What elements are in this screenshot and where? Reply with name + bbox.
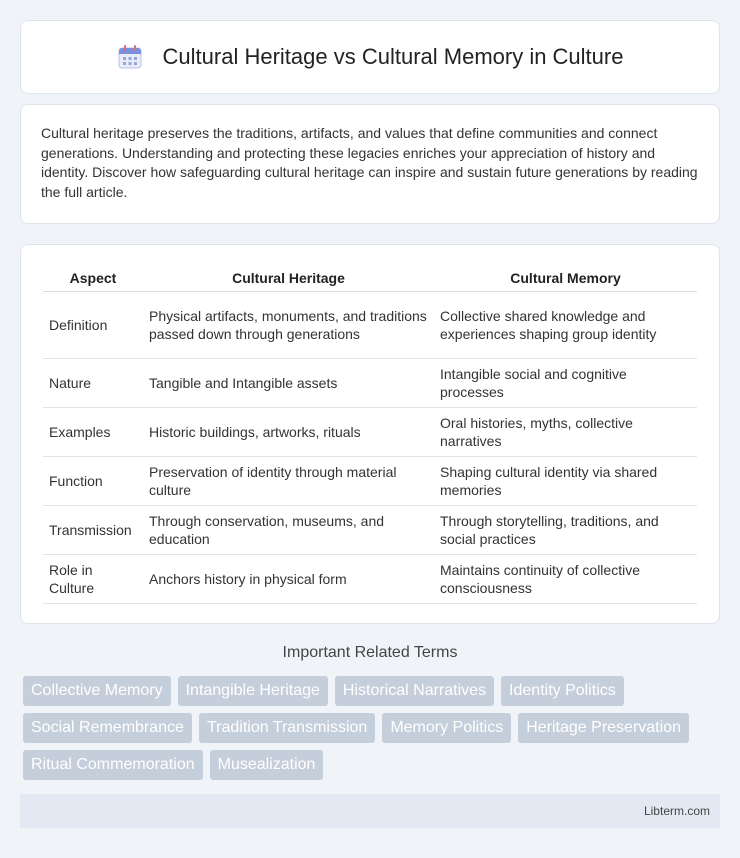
page-title: Cultural Heritage vs Cultural Memory in Culture	[162, 44, 624, 69]
comparison-table	[43, 265, 697, 604]
intro-card	[20, 104, 720, 224]
table-header-row	[43, 265, 697, 291]
related-terms-title: Important Related Terms	[282, 644, 458, 661]
table-cell: Physical artifacts, monuments, and traditions passed down through generations	[143, 291, 434, 358]
related-term-tag[interactable]: Tradition Transmission	[199, 713, 375, 743]
comparison-card	[20, 244, 720, 624]
intro-text: Cultural heritage preserves the traditions, artifacts, and values that define communities and connect generations. Understanding and protecting these legacies enriches your appreciation of history and identity. Discover how safeguarding cultural heritage can inspire and sustain future generations by reading the full article.	[41, 125, 698, 200]
related-term-tag[interactable]: Ritual Commemoration	[23, 750, 203, 780]
table-cell: Anchors history in physical form	[143, 554, 434, 603]
table-cell: Function	[43, 456, 143, 505]
related-term-tag[interactable]: Social Remembrance	[23, 713, 192, 743]
related-term-tag[interactable]: Collective Memory	[23, 676, 171, 706]
table-cell: Role in Culture	[43, 554, 143, 603]
related-term-tag[interactable]: Heritage Preservation	[518, 713, 689, 743]
header-cultural-memory: Cultural Memory	[434, 265, 697, 291]
table-cell: Transmission	[43, 505, 143, 554]
related-term-tag[interactable]: Historical Narratives	[335, 676, 494, 706]
calendar-icon	[117, 44, 143, 70]
table-cell: Collective shared knowledge and experiences shaping group identity	[434, 291, 697, 358]
related-term-tag[interactable]: Musealization	[210, 750, 324, 780]
footer	[20, 794, 720, 828]
table-cell: Shaping cultural identity via shared memories	[434, 456, 697, 505]
table-cell: Through conservation, museums, and education	[143, 505, 434, 554]
table-cell: Nature	[43, 358, 143, 407]
table-cell: Oral histories, myths, collective narratives	[434, 407, 697, 456]
table-row	[43, 505, 697, 554]
header-aspect: Aspect	[43, 265, 143, 291]
table-cell: Intangible social and cognitive processes	[434, 358, 697, 407]
table-cell: Tangible and Intangible assets	[143, 358, 434, 407]
table-cell: Examples	[43, 407, 143, 456]
table-row	[43, 358, 697, 407]
header-card	[20, 20, 720, 94]
related-term-tag[interactable]: Memory Politics	[382, 713, 511, 743]
table-row	[43, 554, 697, 603]
related-term-tag[interactable]: Intangible Heritage	[178, 676, 328, 706]
related-terms-list	[23, 676, 713, 780]
related-term-tag[interactable]: Identity Politics	[501, 676, 624, 706]
table-cell: Preservation of identity through material culture	[143, 456, 434, 505]
table-cell: Maintains continuity of collective consciousness	[434, 554, 697, 603]
footer-site-link[interactable]: Libterm.com	[643, 804, 710, 818]
table-row	[43, 291, 697, 358]
table-row	[43, 407, 697, 456]
header-cultural-heritage: Cultural Heritage	[143, 265, 434, 291]
table-row	[43, 456, 697, 505]
table-cell: Through storytelling, traditions, and social practices	[434, 505, 697, 554]
table-cell: Historic buildings, artworks, rituals	[143, 407, 434, 456]
table-cell: Definition	[43, 291, 143, 358]
